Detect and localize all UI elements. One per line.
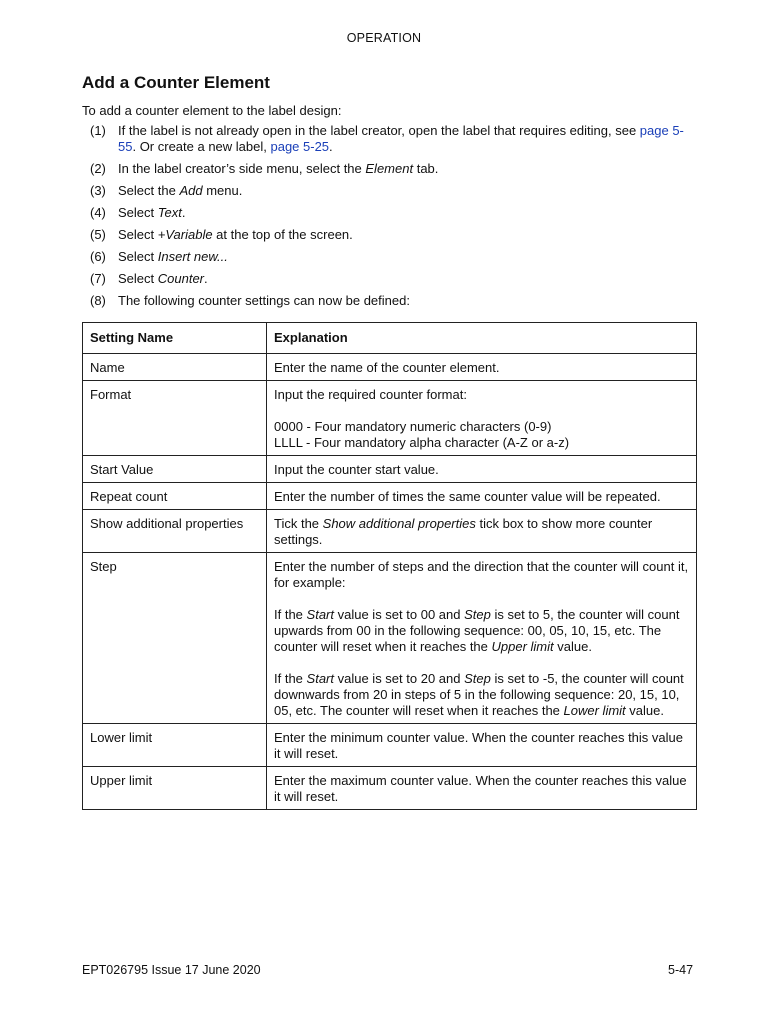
page-link[interactable]: page 5-55	[118, 123, 684, 154]
setting-name: Name	[83, 354, 267, 381]
step-text: Select	[118, 249, 158, 264]
intro-text: To add a counter element to the label design:	[82, 103, 342, 118]
setting-explanation: Enter the name of the counter element.	[267, 354, 697, 381]
table-row	[83, 354, 697, 381]
page-title: Add a Counter Element	[82, 73, 270, 92]
step-emphasis: +Variable	[157, 227, 213, 242]
setting-name: Upper limit	[83, 767, 267, 810]
step-item	[90, 271, 700, 287]
explanation-text: value is set to 20 and	[334, 671, 465, 686]
explanation-text: value.	[625, 703, 664, 718]
step-text: at the top of the screen.	[212, 227, 353, 242]
step-text: The following counter settings can now be defined:	[118, 293, 410, 308]
running-header: OPERATION	[346, 31, 422, 45]
column-header: Explanation	[267, 323, 697, 354]
setting-explanation	[267, 510, 697, 553]
step-emphasis: Insert new...	[157, 249, 228, 264]
step-text: If the label is not already open in the label creator, open the label that requires editing, see	[118, 123, 640, 138]
explanation-text: tick box to show more counter settings.	[274, 516, 653, 547]
setting-explanation	[267, 553, 697, 724]
table-row	[83, 767, 697, 810]
setting-name: Step	[83, 553, 267, 724]
explanation-emphasis: Step	[464, 671, 491, 686]
step-text: Select the	[118, 183, 180, 198]
table-row	[83, 483, 697, 510]
step-number: (8)	[90, 293, 106, 308]
counter-settings-table	[82, 322, 697, 810]
step-text: Select	[118, 271, 158, 286]
table-row	[83, 724, 697, 767]
column-header: Setting Name	[83, 323, 267, 354]
step-emphasis: Counter	[157, 271, 204, 286]
explanation-paragraph: Enter the number of steps and the direction that the counter will count it, for example:	[274, 559, 689, 590]
explanation-emphasis: Start	[306, 607, 334, 622]
step-number: (4)	[90, 205, 106, 220]
step-item	[90, 227, 700, 243]
setting-name: Show additional properties	[83, 510, 267, 553]
step-text: Select	[118, 227, 158, 242]
step-text: menu.	[202, 183, 243, 198]
setting-name: Format	[83, 381, 267, 456]
explanation-line: LLLL - Four mandatory alpha character (A-Z or a-z)	[274, 435, 570, 450]
explanation-line: 0000 - Four mandatory numeric characters (0-9)	[274, 419, 552, 434]
step-number: (7)	[90, 271, 106, 286]
step-list	[90, 123, 700, 315]
explanation-text: If the	[274, 607, 307, 622]
step-number: (3)	[90, 183, 106, 198]
explanation-text: If the	[274, 671, 307, 686]
step-item	[90, 293, 700, 309]
explanation-text: value.	[553, 639, 592, 654]
setting-name: Start Value	[83, 456, 267, 483]
explanation-paragraph	[274, 671, 689, 719]
page-link[interactable]: page 5-25	[270, 139, 330, 154]
setting-name: Repeat count	[83, 483, 267, 510]
step-text: .	[181, 205, 186, 220]
setting-explanation: Enter the number of times the same counter value will be repeated.	[267, 483, 697, 510]
step-item	[90, 183, 700, 199]
spacer	[274, 655, 689, 671]
step-text: .	[329, 139, 333, 154]
step-item	[90, 249, 700, 265]
table-row	[83, 553, 697, 724]
step-emphasis: Text	[157, 205, 182, 220]
explanation-text: is set to -5, the counter will count downwards from 20 in steps of 5 in the following sequence: 20, 15, 10, 05, etc. The counter will reset when it reaches the	[274, 671, 684, 718]
explanation-text: value is set to 00 and	[334, 607, 465, 622]
explanation-text: Tick the	[274, 516, 323, 531]
table-row	[83, 381, 697, 456]
spacer	[274, 403, 689, 419]
step-emphasis: Element	[365, 161, 414, 176]
step-item	[90, 205, 700, 221]
step-number: (6)	[90, 249, 106, 264]
setting-explanation: Enter the maximum counter value. When the counter reaches this value it will reset.	[267, 767, 697, 810]
table-header-row	[83, 323, 697, 354]
step-text: In the label creator’s side menu, select the	[118, 161, 366, 176]
step-item	[90, 123, 700, 155]
table-row	[83, 510, 697, 553]
step-text: tab.	[413, 161, 439, 176]
explanation-emphasis: Step	[464, 607, 491, 622]
step-number: (1)	[90, 123, 106, 138]
explanation-line: Input the required counter format:	[274, 387, 467, 402]
step-text: Select	[118, 205, 158, 220]
explanation-text: is set to 5, the counter will count upwards from 00 in the following sequence: 00, 05, 10, 15, etc. The counter will reset when it reaches the	[274, 607, 680, 654]
explanation-emphasis: Upper limit	[491, 639, 554, 654]
step-item	[90, 161, 700, 177]
spacer	[274, 591, 689, 607]
footer-document-id: EPT026795 Issue 17 June 2020	[82, 963, 261, 977]
setting-explanation: Enter the minimum counter value. When the counter reaches this value it will reset.	[267, 724, 697, 767]
explanation-paragraph	[274, 607, 689, 655]
setting-explanation	[267, 381, 697, 456]
step-emphasis: Add	[179, 183, 203, 198]
table-row	[83, 456, 697, 483]
step-number: (2)	[90, 161, 106, 176]
footer-page-number: 5-47	[668, 963, 694, 977]
explanation-emphasis: Start	[306, 671, 334, 686]
setting-explanation: Input the counter start value.	[267, 456, 697, 483]
explanation-emphasis: Lower limit	[563, 703, 626, 718]
step-text: .	[204, 271, 208, 286]
step-text: . Or create a new label,	[132, 139, 271, 154]
setting-name: Lower limit	[83, 724, 267, 767]
explanation-emphasis: Show additional properties	[322, 516, 476, 531]
step-number: (5)	[90, 227, 106, 242]
